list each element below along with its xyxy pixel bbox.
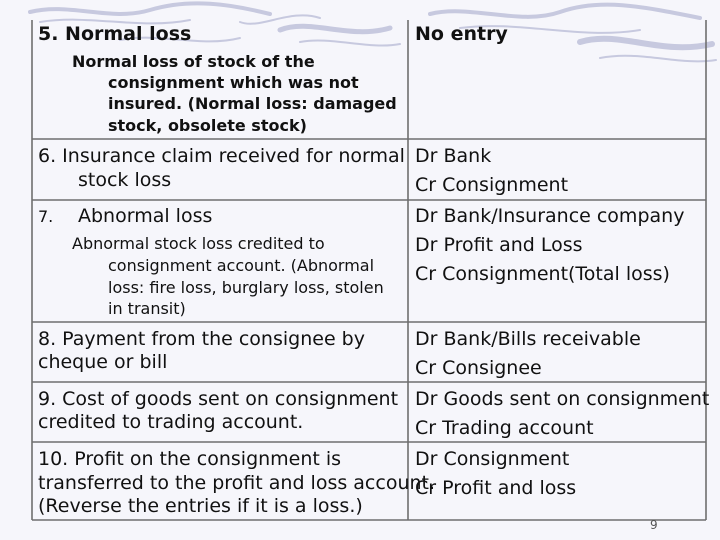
row-7-title: Abnormal loss: [78, 205, 213, 227]
row-10-title-line-1: 10. Profit on the consignment is: [38, 448, 342, 470]
row-5-detail-line-1: Normal loss of stock of the: [72, 52, 315, 71]
row-8-entry-line-2: Cr Consignee: [415, 357, 542, 379]
row-5-detail-line-2: consignment which was not: [108, 73, 359, 92]
row-8-title-line-1: 8. Payment from the consignee by: [38, 328, 365, 350]
row-7-entry-line-1: Dr Bank/Insurance company: [415, 205, 685, 227]
row-9-title-line-2: credited to trading account.: [38, 411, 304, 433]
row-9-entry-line-1: Dr Goods sent on consignment: [415, 388, 710, 410]
row-7-entry-line-3: Cr Consignment(Total loss): [415, 263, 670, 285]
row-7-detail-line-2: consignment account. (Abnormal: [108, 256, 375, 275]
row-6-entry-line-1: Dr Bank: [415, 145, 492, 167]
row-6-title-line-1: 6. Insurance claim received for normal: [38, 145, 405, 167]
row-5-title: 5. Normal loss: [38, 23, 192, 45]
row-10-entry-line-2: Cr Profit and loss: [415, 477, 577, 499]
row-6-entry-line-2: Cr Consignment: [415, 174, 569, 196]
row-5-entry: No entry: [415, 23, 508, 45]
row-6-title-line-2: stock loss: [78, 169, 172, 191]
row-7-number: 7.: [38, 207, 54, 226]
row-10-title-line-2: transferred to the profit and loss account.: [38, 472, 436, 494]
row-9-entry-line-2: Cr Trading account: [415, 417, 594, 439]
row-7-detail-line-4: in transit): [108, 299, 186, 318]
row-10-title-line-3: (Reverse the entries if it is a loss.): [38, 495, 363, 517]
row-7-entry-line-2: Dr Profit and Loss: [415, 234, 583, 256]
row-7-detail-line-1: Abnormal stock loss credited to: [72, 234, 325, 253]
row-9-title-line-1: 9. Cost of goods sent on consignment: [38, 388, 399, 410]
row-8-entry-line-1: Dr Bank/Bills receivable: [415, 328, 641, 350]
row-8-title-line-2: cheque or bill: [38, 351, 168, 373]
row-7-detail-line-3: loss: fire loss, burglary loss, stolen: [108, 278, 384, 297]
row-10-entry-line-1: Dr Consignment: [415, 448, 570, 470]
page-number: 9: [650, 518, 658, 532]
row-5-detail-line-3: insured. (Normal loss: damaged: [108, 94, 397, 113]
row-5-detail-line-4: stock, obsolete stock): [108, 116, 307, 135]
